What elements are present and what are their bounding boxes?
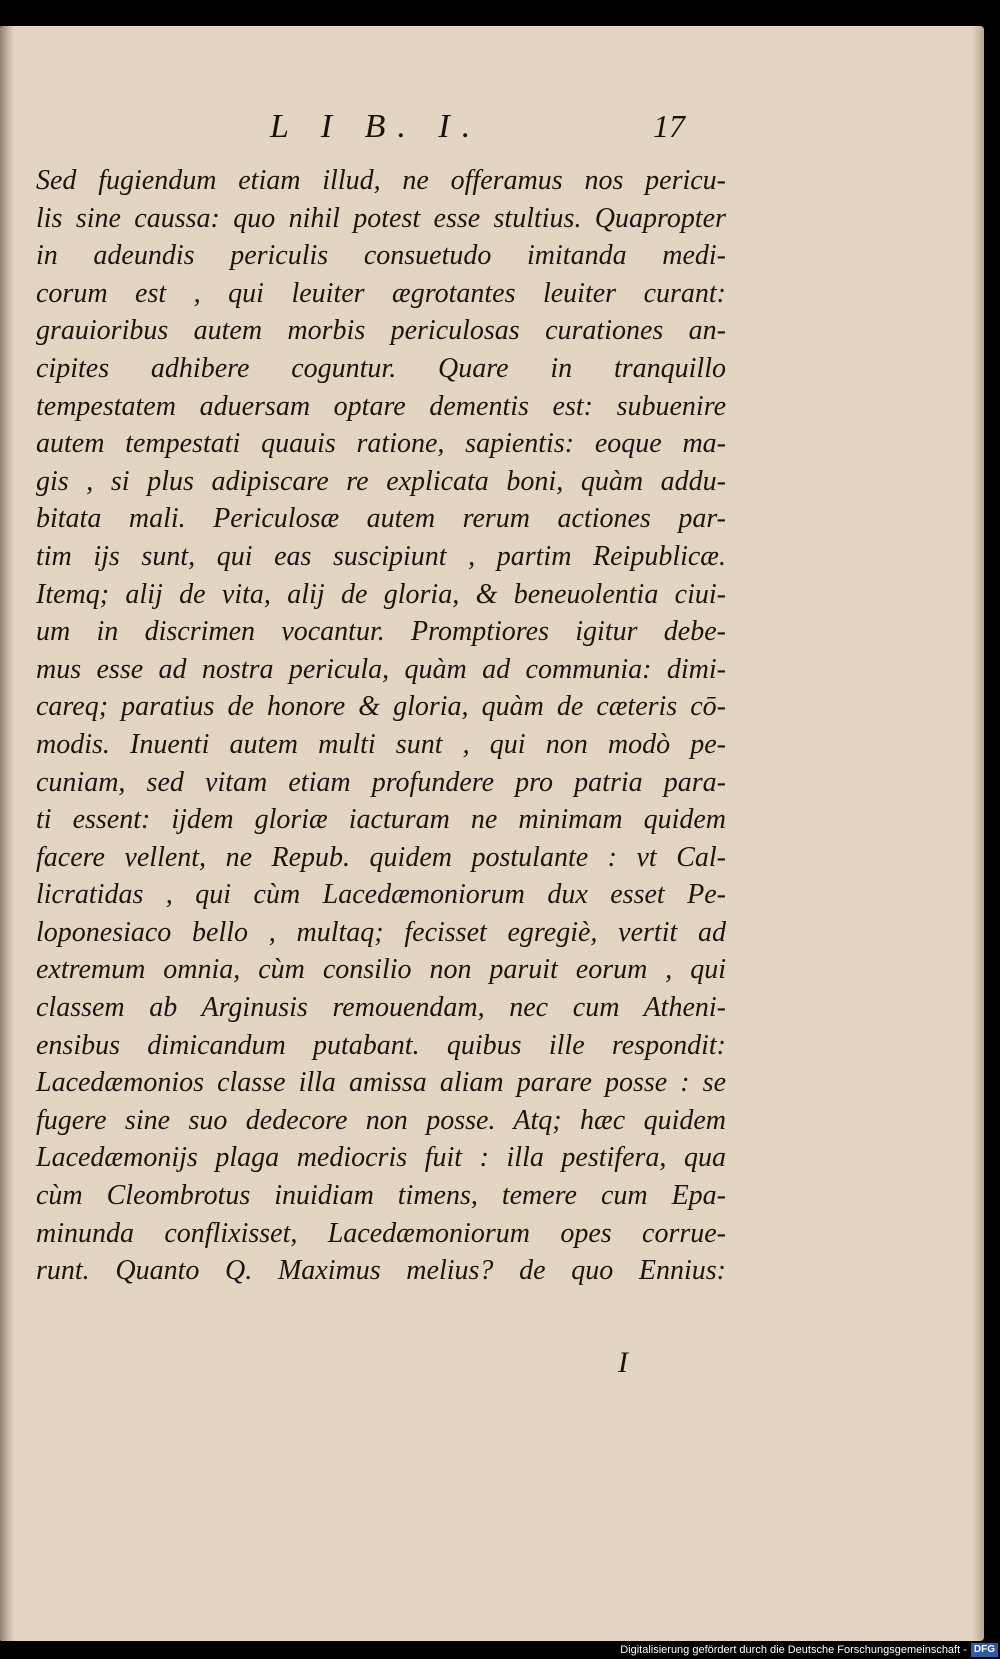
text-line: lis sine caussa: quo nihil potest esse stultius. Quapropter	[36, 202, 726, 234]
text-line: gis , si plus adipiscare re explicata boni, quàm addu-	[36, 465, 726, 497]
text-line: corum est , qui leuiter ægrotantes leuiter curant:	[36, 277, 726, 309]
text-line: Lacedæmonijs plaga mediocris fuit : illa pestifera, qua	[36, 1142, 726, 1174]
text-line: cùm Cleombrotus inuidiam timens, temere cum Epa-	[36, 1180, 726, 1212]
text-line: Sed fugiendum etiam illud, ne offeramus nos pericu-	[36, 165, 726, 196]
text-line: classem ab Arginusis remouendam, nec cum Atheni-	[36, 992, 726, 1024]
text-line: ensibus dimicandum putabant. quibus ille respondit:	[36, 1029, 726, 1061]
text-line: autem tempestati quauis ratione, sapientis: eoque ma-	[36, 428, 726, 460]
text-line: modis. Inuenti autem multi sunt , qui non modò pe-	[36, 728, 726, 760]
text-line: Itemq; alij de vita, alij de gloria, & beneuolentia ciui-	[36, 578, 726, 610]
text-line: mus esse ad nostra pericula, quàm ad communia: dimi-	[36, 653, 726, 685]
text-line: tim ijs sunt, qui eas suscipiunt , partim Reipublicæ.	[36, 540, 726, 572]
text-line: facere vellent, ne Repub. quidem postulante : vt Cal-	[36, 841, 726, 873]
body-text	[36, 162, 726, 1290]
text-line: cipites adhibere coguntur. Quare in tranquillo	[36, 352, 726, 384]
text-line: um in discrimen vocantur. Promptiores igitur debe-	[36, 616, 726, 648]
text-line: runt. Quanto Q. Maximus melius? de quo Ennius:	[36, 1255, 726, 1287]
book-page	[0, 26, 984, 1641]
text-line: minunda conflixisset, Lacedæmoniorum opes corrue-	[36, 1217, 726, 1249]
dfg-attribution	[614, 1641, 1000, 1659]
dfg-logo: DFG	[971, 1643, 998, 1657]
catchword: I	[618, 1346, 628, 1379]
attribution-text: Digitalisierung gefördert durch die Deutsche Forschungsgemeinschaft -	[620, 1644, 967, 1656]
text-line: careq; paratius de honore & gloria, quàm de cæteris cō-	[36, 691, 726, 723]
running-head	[40, 108, 960, 148]
text-line: fugere sine suo dedecore non posse. Atq; hæc quidem	[36, 1104, 726, 1136]
running-title: L I B. I.	[270, 108, 483, 145]
text-line: in adeundis periculis consuetudo imitanda medi-	[36, 240, 726, 272]
page-number: 17	[653, 108, 685, 144]
text-line: extremum omnia, cùm consilio non paruit eorum , qui	[36, 954, 726, 986]
text-line: cuniam, sed vitam etiam profundere pro patria para-	[36, 766, 726, 798]
text-line: grauioribus autem morbis periculosas curationes an-	[36, 315, 726, 347]
text-line: tempestatem aduersam optare dementis est: subuenire	[36, 390, 726, 422]
text-line: bitata mali. Periculosæ autem rerum actiones par-	[36, 503, 726, 535]
text-line: Lacedæmonios classe illa amissa aliam parare posse : se	[36, 1067, 726, 1099]
text-line: licratidas , qui cùm Lacedæmoniorum dux esset Pe-	[36, 879, 726, 911]
text-line: loponesiaco bello , multaq; fecisset egregiè, vertit ad	[36, 916, 726, 948]
text-line: ti essent: ijdem gloriæ iacturam ne minimam quidem	[36, 804, 726, 836]
